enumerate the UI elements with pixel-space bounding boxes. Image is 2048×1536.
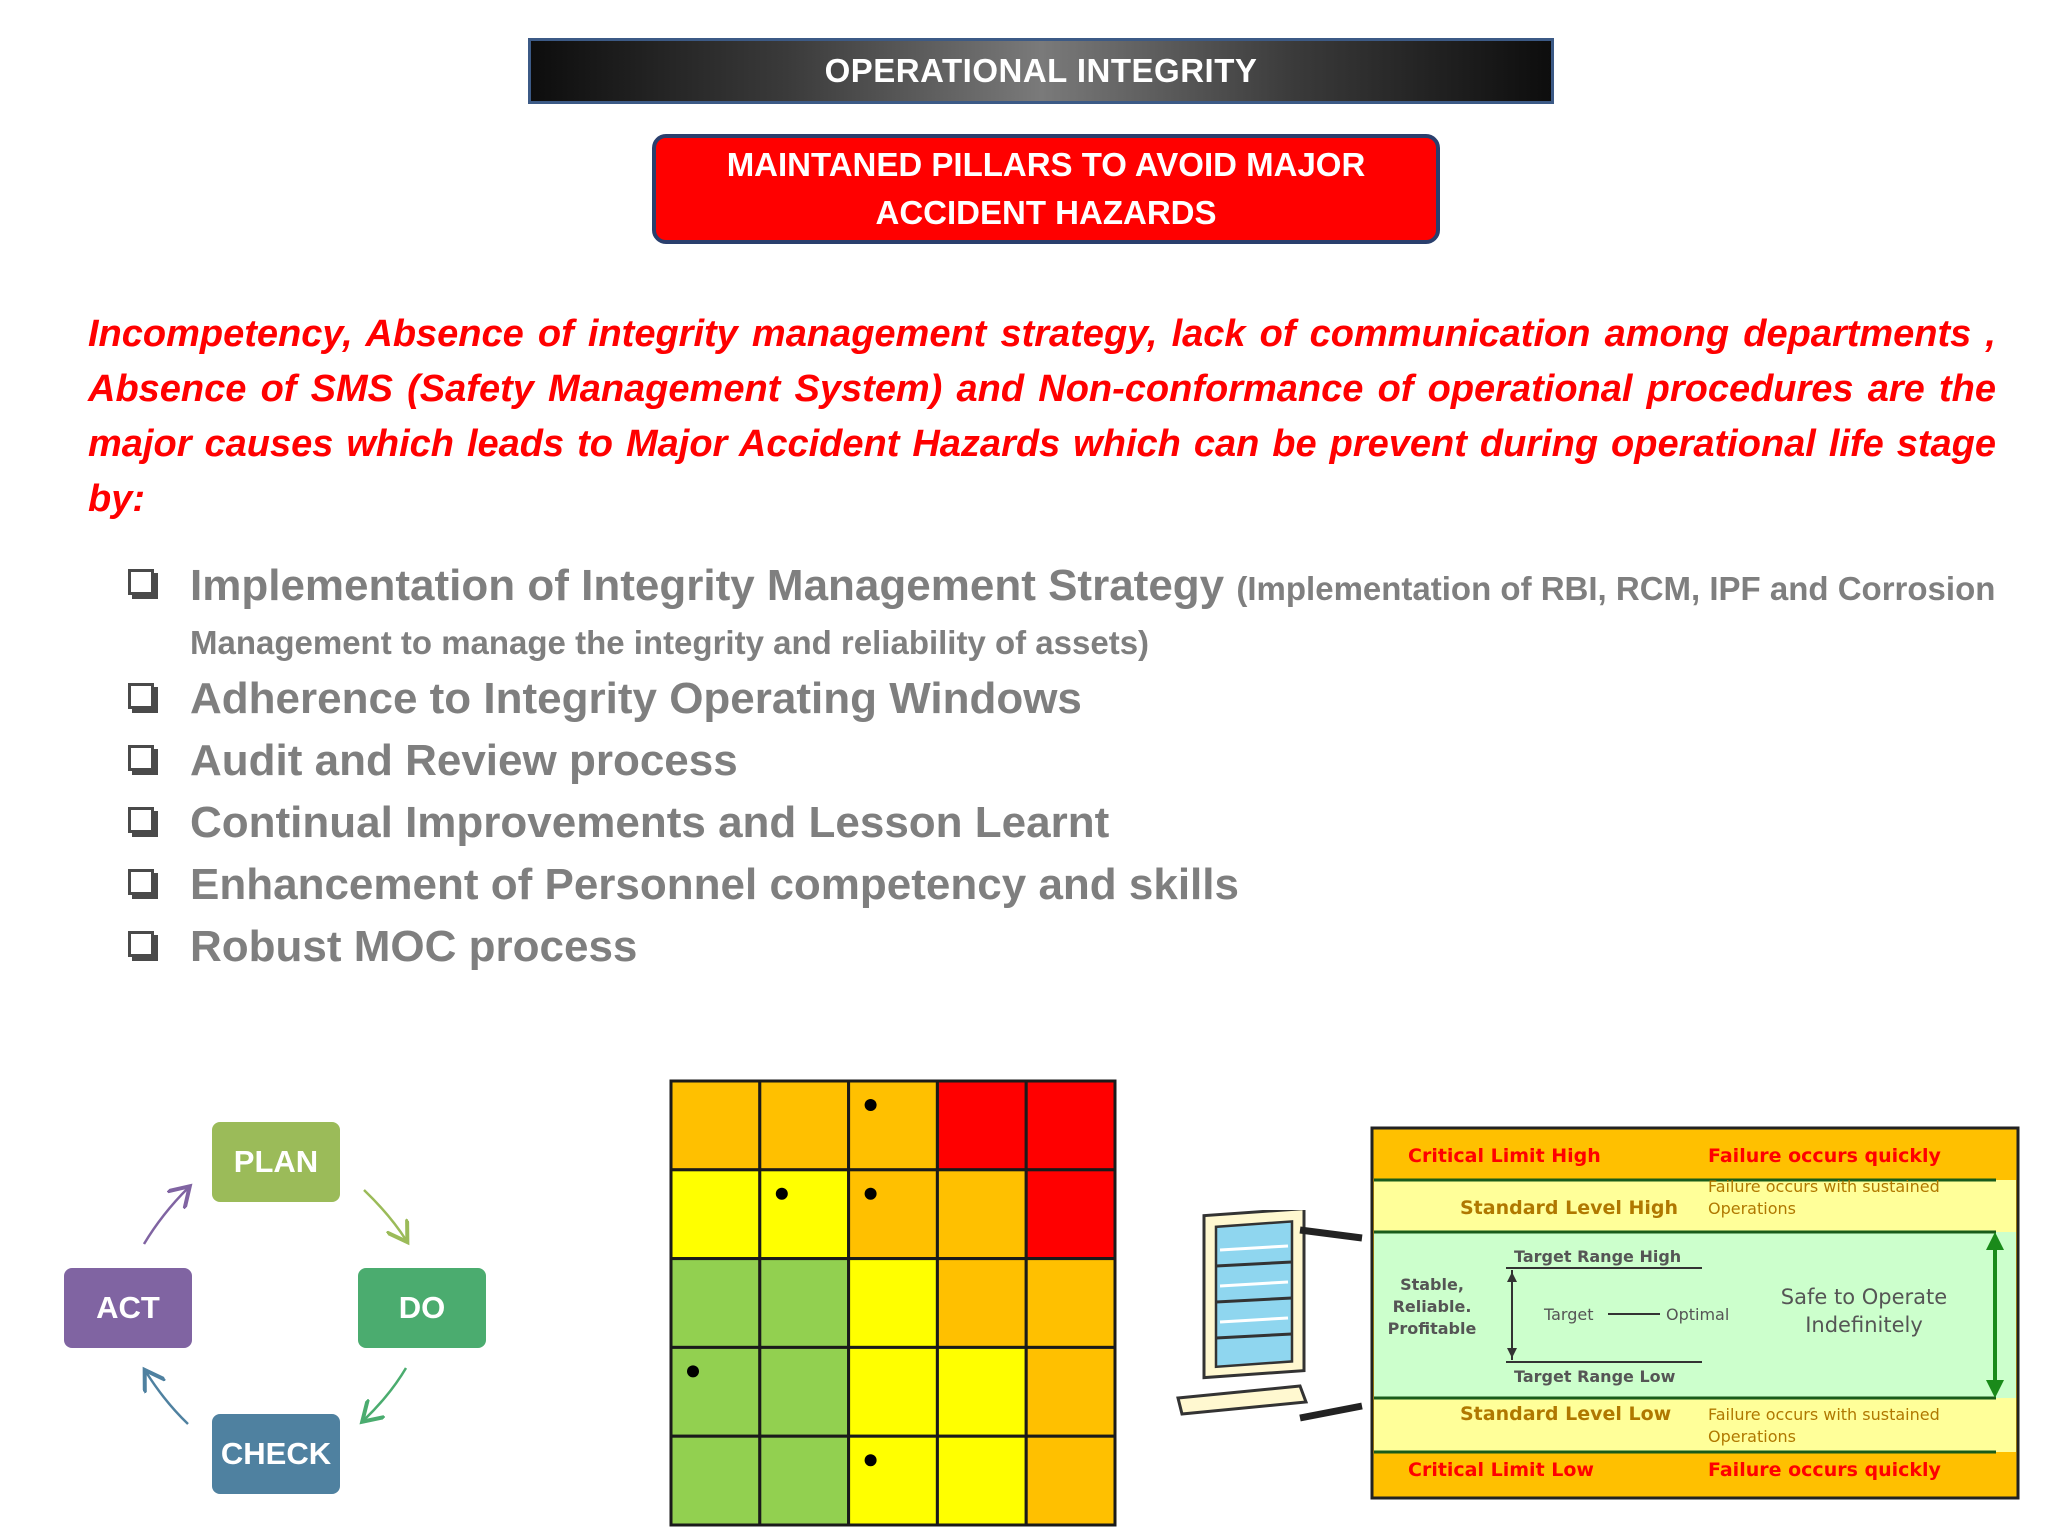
pdca-act: ACT xyxy=(64,1268,192,1348)
subtitle-box xyxy=(652,134,1440,244)
risk-cell xyxy=(849,1259,938,1348)
risk-cell xyxy=(1026,1081,1115,1170)
risk-cell xyxy=(1026,1347,1115,1436)
measure-detail: (Implementation of RBI, RCM, IPF and Corrosion Management to manage the integrity and reliability of assets) xyxy=(190,570,1996,661)
risk-cell xyxy=(849,1170,938,1259)
critical-high-label: Critical Limit High xyxy=(1408,1145,1601,1167)
standard-high-label: Standard Level High xyxy=(1460,1197,1679,1219)
pdca-arrows xyxy=(0,0,520,1536)
integrity-operating-window-diagram xyxy=(1150,1120,2020,1506)
arrow-do-to-check xyxy=(364,1368,406,1420)
measure-main: Continual Improvements and Lesson Learnt xyxy=(190,798,1110,847)
risk-cell xyxy=(760,1170,849,1259)
risk-cell xyxy=(937,1081,1026,1170)
target-range-high-label: Target Range High xyxy=(1514,1247,1682,1266)
arrow-plan-to-do xyxy=(364,1190,406,1240)
risk-dot xyxy=(865,1188,877,1200)
measure-main: Adherence to Integrity Operating Windows xyxy=(190,674,1082,723)
risk-cell xyxy=(760,1347,849,1436)
risk-cell xyxy=(671,1081,760,1170)
pdca-check: CHECK xyxy=(212,1414,340,1494)
stable-label-3: Profitable xyxy=(1387,1319,1477,1338)
subtitle-line-2: ACCIDENT HAZARDS xyxy=(875,194,1217,231)
subtitle-line-1: MAINTANED PILLARS TO AVOID MAJOR xyxy=(726,146,1366,183)
standard-high-note-2: Operations xyxy=(1708,1199,1796,1218)
safe-label-1: Safe to Operate xyxy=(1780,1285,1948,1309)
standard-low-label: Standard Level Low xyxy=(1460,1403,1672,1425)
measure-main: Robust MOC process xyxy=(190,922,638,971)
optimal-label: Optimal xyxy=(1666,1305,1730,1324)
intro-paragraph: Incompetency, Absence of integrity management strategy, lack of communication among departments , Absence of SMS (Safety Management System) and Non-conformance of operational procedures are the major causes which leads to Major Accident Hazards which can be prevent during operational life stage by: xyxy=(88,313,1996,520)
risk-cell xyxy=(760,1081,849,1170)
target-label: Target xyxy=(1544,1305,1594,1324)
risk-cell xyxy=(849,1436,938,1525)
risk-dot xyxy=(687,1365,699,1377)
risk-matrix xyxy=(668,1078,1118,1528)
risk-cell xyxy=(671,1436,760,1525)
standard-high-note-1: Failure occurs with sustained xyxy=(1708,1177,1940,1196)
risk-dot xyxy=(865,1099,877,1111)
risk-cell xyxy=(937,1170,1026,1259)
risk-cell xyxy=(760,1436,849,1525)
pdca-do: DO xyxy=(358,1268,486,1348)
arrow-act-to-plan xyxy=(144,1188,188,1244)
target-range-low-label: Target Range Low xyxy=(1514,1367,1676,1386)
risk-cell xyxy=(760,1259,849,1348)
arrow-check-to-act xyxy=(146,1372,188,1424)
standard-low-note-2: Operations xyxy=(1708,1427,1796,1446)
risk-cell xyxy=(937,1347,1026,1436)
measure-main: Enhancement of Personnel competency and skills xyxy=(190,860,1239,909)
pdca-plan: PLAN xyxy=(212,1122,340,1202)
risk-cell xyxy=(1026,1436,1115,1525)
risk-cell xyxy=(1026,1259,1115,1348)
measure-main: Audit and Review process xyxy=(190,736,738,785)
critical-high-note: Failure occurs quickly xyxy=(1708,1145,1941,1167)
risk-dot xyxy=(776,1188,788,1200)
risk-cell xyxy=(671,1170,760,1259)
risk-cell xyxy=(1026,1170,1115,1259)
stable-label-1: Stable, xyxy=(1400,1275,1464,1294)
risk-cell xyxy=(671,1347,760,1436)
measure-main: Implementation of Integrity Management Strategy xyxy=(190,561,1225,610)
critical-low-label: Critical Limit Low xyxy=(1408,1459,1594,1481)
critical-low-note: Failure occurs quickly xyxy=(1708,1459,1941,1481)
risk-cell xyxy=(849,1081,938,1170)
risk-cell xyxy=(849,1347,938,1436)
risk-cell xyxy=(671,1259,760,1348)
safe-label-2: Indefinitely xyxy=(1805,1313,1923,1337)
title-banner xyxy=(528,38,1554,104)
risk-cell xyxy=(937,1259,1026,1348)
page-title: OPERATIONAL INTEGRITY xyxy=(824,52,1258,89)
stable-label-2: Reliable. xyxy=(1392,1297,1472,1316)
risk-cell xyxy=(937,1436,1026,1525)
standard-low-note-1: Failure occurs with sustained xyxy=(1708,1405,1940,1424)
risk-dot xyxy=(865,1454,877,1466)
